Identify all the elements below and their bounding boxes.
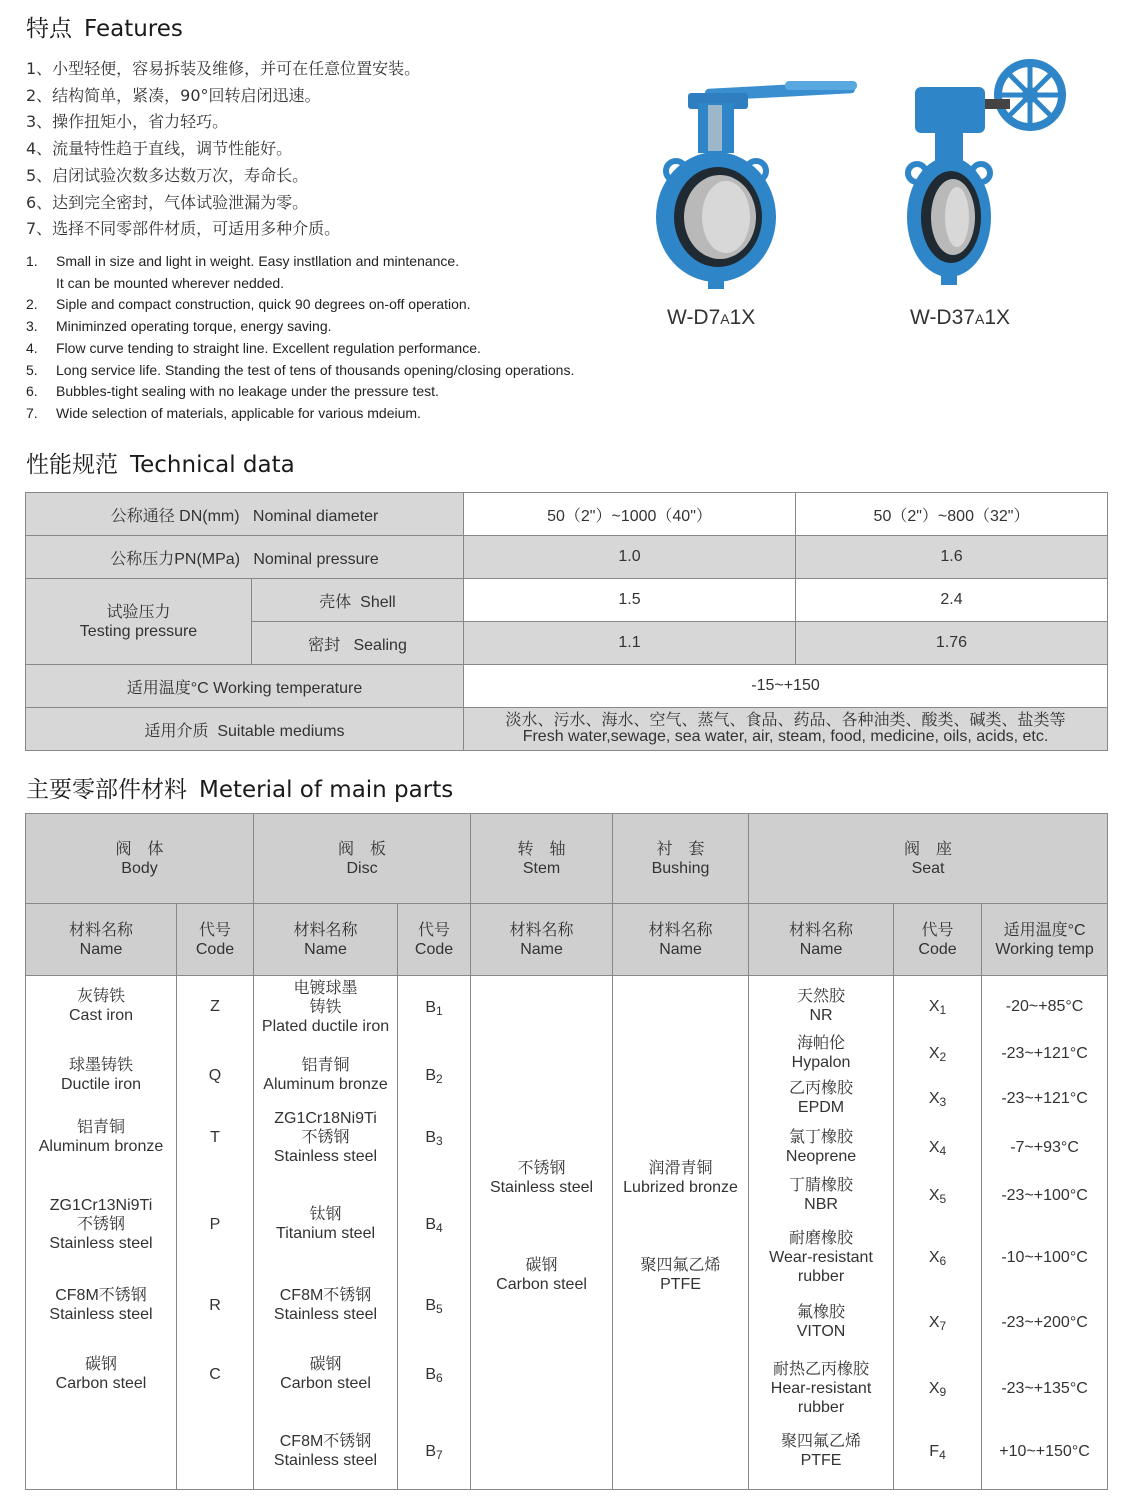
disc-material-item-text: 不锈钢 [301,1128,350,1146]
technical-data-table [25,492,1108,751]
stem-name-column [471,976,613,1490]
seat-name-column [749,976,894,1490]
name-subheader [749,904,894,976]
disc-material-item-text: Plated ductile iron [261,1017,390,1035]
subheader-en: Code [918,940,957,958]
seat-code-item-text: $X_6$ [928,1248,947,1268]
seat-temp-item-text: -23~+121°C [1001,1089,1088,1107]
seat-temp-item [982,1379,1107,1398]
seat-temp-item [982,1248,1107,1267]
testing-pressure-label [26,579,252,665]
table-row [26,814,1108,904]
body-material-item-text: Carbon steel [55,1375,147,1392]
seat-temp-item [982,1138,1107,1157]
header-en: Body [121,859,158,877]
seat-code-item [894,1313,981,1336]
header-cn: 阀 座 [904,840,953,858]
disc-name-column [254,976,398,1490]
model-label-gear [910,306,1010,330]
seat-material-item-text: Hypalon [791,1054,851,1071]
disc-material-item [254,1286,397,1324]
seat-material-item [749,1303,893,1341]
seat-code-item-text: $X_1$ [928,997,947,1017]
subheader-en: Name [659,940,702,958]
body-code-item [177,997,253,1016]
body-material-item [26,987,176,1025]
disc-material-item-text: Stainless steel [273,1306,378,1323]
code-subscript: 2 [436,1071,443,1086]
table-row [26,536,1108,579]
testing-pressure-label-en: Testing pressure [79,622,198,640]
seat-temp-item [982,1313,1107,1332]
body-name-column [26,976,177,1490]
seat-material-item-text: EPDM [797,1099,845,1116]
temp-subheader [982,904,1108,976]
disc-material-item-text: CF8M不锈钢 [279,1287,372,1304]
code-subscript: 4 [939,1447,946,1462]
seat-material-item-text: 耐磨橡胶 [789,1229,854,1247]
feature-cn-item: 4、流量特性趋于直线，调节性能好。 [26,139,293,159]
code-subscript: 6 [436,1370,443,1385]
feature-en-item [26,294,574,316]
disc-material-item-text: 钛钢 [309,1206,342,1223]
feature-en-item [26,403,574,425]
header-cn: 衬 套 [656,840,705,858]
disc-code-item-text: $B_4$ [425,1215,443,1235]
seat-material-item-text: 氟橡胶 [797,1304,846,1321]
feature-cn-item: 1、小型轻便，容易拆装及维修，并可在任意位置安装。 [26,59,421,78]
technical-heading [26,446,295,479]
header-cn: 阀 体 [115,840,164,858]
stem-material-item [471,1159,612,1197]
code-subheader [398,904,471,976]
bushing-material-item [613,1159,748,1197]
nominal-pressure-value: 1.6 [796,536,1108,579]
subheader-en: Code [414,940,454,958]
seat-temp-item [982,1044,1107,1063]
seat-material-item-text: 聚四氟乙烯 [781,1433,862,1450]
feature-en-text: Long service life. Standing the test of tens of thousands opening/closing operations. [56,361,575,378]
disc-code-item [398,1215,470,1238]
sealing-label: 密封 Sealing [252,622,464,665]
bushing-material-item [613,1256,748,1294]
disc-material-item [254,1109,397,1166]
body-code-item [177,1128,253,1147]
seat-material-item-text: PTFE [800,1452,842,1469]
seat-code-item-text: $X_5$ [928,1186,947,1206]
code-subscript: 4 [436,1220,443,1235]
disc-code-item-text: $B_6$ [425,1365,443,1385]
model-label-part: W-D7 [667,306,721,329]
seat-material-item [749,1229,893,1286]
table-row [26,708,1108,751]
seat-material-item-text: 氯丁橡胶 [789,1129,854,1146]
feature-en-text: Siple and compact construction, quick 90 degrees on-off operation. [56,296,471,313]
nominal-diameter-value: 50（2"）~1000（40"） [464,493,796,536]
body-code-column [177,976,254,1490]
materials-title-cn: 主要零部件材料 [26,777,187,803]
code-subscript: 6 [939,1253,947,1268]
subheader-cn: 代号 [921,921,954,939]
code-subscript: 5 [939,1191,947,1206]
code-subscript: 5 [436,1301,443,1316]
disc-code-item [398,1442,470,1465]
feature-en-num: 7. [26,404,38,421]
stem-material-item [471,1256,612,1294]
features-title-en: Features [84,16,183,42]
seat-code-item-text: $F_4$ [929,1442,946,1462]
seat-material-item-text: VITON [796,1323,846,1340]
subheader-en: Name [79,940,123,958]
body-code-item-text: T [210,1128,220,1146]
code-subscript: 1 [939,1002,947,1017]
feature-cn-item: 3、操作扭矩小，省力轻巧。 [26,112,229,132]
seat-temp-item-text: -10~+100°C [1001,1248,1088,1266]
features-heading [26,10,183,43]
subheader-en: Name [799,940,843,958]
body-code-item-text: Z [210,997,220,1015]
shell-value: 2.4 [796,579,1108,622]
body-material-item-text: Aluminum bronze [38,1138,164,1155]
seat-material-item-text: rubber [797,1267,845,1285]
stem-material-item-text: Carbon steel [496,1276,587,1293]
feature-en-text: Small in size and light in weight. Easy instllation and mintenance. [56,253,460,269]
table-row [26,904,1108,976]
seat-temp-item-text: -23~+121°C [1001,1044,1088,1062]
subheader-cn: 材料名称 [789,921,854,939]
body-material-item-text: Stainless steel [49,1234,153,1252]
bushing-material-item-text: 润滑青铜 [648,1160,713,1177]
nominal-diameter-value: 50（2"）~800（32"） [796,493,1108,536]
stem-material-item-text: Stainless steel [489,1179,594,1196]
model-label-part: 1X [984,306,1010,329]
features-title-cn: 特点 [26,16,72,42]
code-subscript: 7 [436,1447,443,1462]
body-header [26,814,254,904]
feature-cn-item: 7、选择不同零部件材质，可适用多种介质。 [26,219,341,239]
disc-code-item [398,998,470,1021]
seat-code-item [894,1089,981,1112]
seat-material-item [749,1128,893,1166]
materials-heading [26,771,453,804]
seat-material-item-text: 海帕伦 [797,1035,846,1052]
disc-material-item-text: 电镀球墨 [293,979,358,997]
seat-material-item-text: 乙丙橡胶 [789,1080,854,1097]
medium-value-en: Fresh water,sewage, sea water, air, steam, food, medicine, oils, acids, etc. [522,728,1049,745]
feature-en-item [26,338,574,360]
subheader-en: Working temp [995,940,1094,958]
body-material-item-text: ZG1Cr13Ni9Ti [49,1196,153,1214]
table-row [26,579,1108,622]
feature-en-continuation: It can be mounted wherever nedded. [56,274,285,291]
seat-temp-item-text: -23~+200°C [1001,1313,1088,1331]
medium-value [464,708,1108,751]
subheader-cn: 代号 [199,921,232,939]
subheader-cn: 材料名称 [68,921,133,939]
disc-material-item [254,1432,397,1470]
medium-value-cn: 淡水、污水、海水、空气、蒸气、食品、药品、各种油类、酸类、碱类、盐类等 [505,712,1066,729]
bushing-material-item-text: 聚四氟乙烯 [640,1257,721,1274]
features-en-list [26,251,574,425]
seat-material-item-text: Neoprene [785,1148,857,1165]
body-code-item [177,1215,253,1234]
seat-temp-item-text: -23~+135°C [1001,1379,1088,1397]
table-row [26,665,1108,708]
seat-material-item-text: NBR [804,1196,838,1213]
body-material-item-text: CF8M不锈钢 [55,1287,147,1304]
seat-material-item [749,1360,893,1417]
seat-material-item-text: NR [809,1007,833,1024]
disc-code-item-text: $B_7$ [425,1442,443,1462]
feature-en-text: Flow curve tending to straight line. Excellent regulation performance. [56,339,481,356]
code-subscript: 1 [436,1003,443,1018]
body-code-item [177,1365,253,1384]
code-subscript: 7 [939,1318,947,1333]
temperature-value: -15~+150 [464,665,1108,708]
name-subheader [254,904,398,976]
sealing-value: 1.1 [464,622,796,665]
seat-header [749,814,1108,904]
disc-code-item [398,1128,470,1151]
seat-material-item [749,1034,893,1072]
lever-butterfly-valve-image [650,75,870,295]
seat-code-item [894,997,981,1020]
disc-code-item-text: $B_5$ [425,1296,443,1316]
body-code-item [177,1296,253,1315]
feature-en-num: 5. [26,361,38,378]
gear-butterfly-valve-image [895,55,1075,295]
header-en: Disc [346,859,378,877]
seat-code-column [894,976,982,1490]
bushing-header [613,814,749,904]
seat-code-item-text: $X_3$ [928,1089,947,1109]
feature-en-item [26,360,574,382]
stem-material-item-text: 碳钢 [525,1257,558,1274]
seat-temp-item-text: -23~+100°C [1001,1186,1088,1204]
code-subscript: 2 [939,1049,947,1064]
disc-material-item-text: ZG1Cr18Ni9Ti [274,1109,377,1127]
body-material-item [26,1196,176,1253]
feature-en-item [26,251,574,273]
header-cn: 阀 板 [338,840,387,858]
body-material-item [26,1118,176,1156]
disc-material-item-text: CF8M不锈钢 [279,1433,372,1450]
sealing-value: 1.76 [796,622,1108,665]
disc-code-item [398,1296,470,1319]
seat-material-item [749,987,893,1025]
seat-code-item [894,1186,981,1209]
disc-material-item-text: Stainless steel [273,1147,378,1165]
body-code-item-text: R [209,1296,221,1314]
stem-header [471,814,613,904]
subheader-en: Name [520,940,563,958]
seat-material-item-text: 耐热乙丙橡胶 [773,1360,870,1378]
name-subheader [613,904,749,976]
disc-material-item [254,1056,397,1094]
subheader-cn: 代号 [418,921,451,939]
model-label-lever [667,306,755,330]
medium-label: 适用介质 Suitable mediums [26,708,464,751]
seat-material-item-text: Wear-resistant [769,1248,873,1266]
nominal-pressure-label: 公称压力PN(MPa) Nominal pressure [26,536,464,579]
body-material-item-text: Ductile iron [60,1076,142,1093]
body-material-item-text: 球墨铸铁 [68,1057,133,1074]
disc-material-item-text: 铝青铜 [301,1057,350,1074]
subheader-cn: 适用温度°C [1003,921,1086,939]
bushing-name-column [613,976,749,1490]
code-subscript: 3 [939,1094,947,1109]
feature-cn-item: 6、达到完全密封，气体试验泄漏为零。 [26,192,309,212]
nominal-pressure-value: 1.0 [464,536,796,579]
seat-temp-item-text: -7~+93°C [1010,1138,1079,1156]
body-material-item [26,1286,176,1324]
disc-material-item [254,979,397,1036]
seat-code-item-text: $X_9$ [928,1379,947,1399]
subheader-cn: 材料名称 [509,921,574,939]
seat-temp-item-text: +10~+150°C [999,1442,1090,1460]
seat-material-item-text: 天然胶 [797,988,846,1005]
feature-en-num: 2. [26,296,38,313]
stem-material-item-text: 不锈钢 [517,1160,566,1177]
header-en: Stem [522,859,561,877]
seat-temp-item [982,1089,1107,1108]
feature-en-item [26,316,574,338]
name-subheader [26,904,177,976]
seat-code-item [894,1379,981,1402]
body-material-item-text: 灰铸铁 [76,988,125,1005]
subheader-en: Name [304,940,347,958]
seat-temp-item [982,1442,1107,1461]
model-label-part: A [974,311,985,327]
name-subheader [471,904,613,976]
model-label-part: W-D37 [910,306,975,329]
body-material-item-text: 碳钢 [84,1356,117,1373]
seat-code-item [894,1044,981,1067]
disc-code-item-text: $B_1$ [425,998,443,1018]
feature-en-num: 4. [26,339,38,356]
code-subheader [894,904,982,976]
disc-code-column [398,976,471,1490]
disc-header [254,814,471,904]
seat-temp-item [982,997,1107,1016]
feature-en-num: 1. [26,253,38,269]
feature-en-item [26,381,574,403]
seat-material-item-text: 丁腈橡胶 [789,1177,854,1194]
feature-cn-item: 5、启闭试验次数多达数万次，寿命长。 [26,165,309,185]
materials-table [25,813,1108,1490]
disc-material-item-text: 铸铁 [309,998,342,1016]
code-subscript: 3 [436,1133,443,1148]
header-en: Bushing [651,859,710,877]
feature-en-num: 3. [26,318,38,335]
bushing-material-item-text: PTFE [660,1276,701,1293]
seat-code-item-text: $X_4$ [928,1138,947,1158]
body-material-item-text: Cast iron [68,1007,134,1024]
testing-pressure-label-cn: 试验压力 [106,603,171,621]
feature-en-text: Wide selection of materials, applicable for various mdeium. [56,404,421,421]
shell-label: 壳体 Shell [252,579,464,622]
body-material-item [26,1355,176,1393]
header-cn: 转 轴 [517,840,566,858]
bushing-material-item-text: Lubrized bronze [623,1179,738,1196]
seat-code-item [894,1248,981,1271]
code-subscript: 9 [939,1384,947,1399]
seat-code-item-text: $X_7$ [928,1313,947,1333]
subheader-en: Code [195,940,235,958]
disc-code-item [398,1365,470,1388]
feature-en-text: Miniminzed operating torque, energy saving. [56,318,332,335]
subheader-cn: 材料名称 [293,921,358,939]
seat-temp-column [982,976,1108,1490]
body-material-item-text: 铝青铜 [76,1119,125,1136]
body-material-item-text: 不锈钢 [76,1215,125,1233]
disc-code-item [398,1066,470,1089]
seat-code-item-text: $X_2$ [928,1044,947,1064]
materials-title-en: Meterial of main parts [199,777,454,803]
disc-code-item-text: $B_2$ [425,1066,443,1086]
technical-title-en: Technical data [130,452,295,478]
feature-en-text: Bubbles-tight sealing with no leakage under the pressure test. [56,383,439,400]
body-code-item-text: Q [208,1066,222,1084]
feature-en-num: 6. [26,383,38,400]
feature-cn-item: 2、结构简单，紧凑，90°回转启闭迅速。 [26,85,321,105]
seat-material-item-text: Hear-resistant [770,1379,872,1397]
seat-material-item [749,1079,893,1117]
seat-temp-item [982,1186,1107,1205]
shell-value: 1.5 [464,579,796,622]
table-row [26,976,1108,1490]
model-label-part: A [720,311,730,327]
model-label-part: 1X [729,306,756,329]
disc-material-item-text: 碳钢 [309,1356,342,1373]
body-code-item [177,1066,253,1085]
code-subheader [177,904,254,976]
seat-code-item [894,1138,981,1161]
disc-material-item [254,1205,397,1243]
nominal-diameter-label: 公称通径 DN(mm) Nominal diameter [26,493,464,536]
seat-material-item [749,1176,893,1214]
table-row [26,493,1108,536]
disc-material-item-text: Aluminum bronze [263,1076,388,1093]
body-material-item [26,1056,176,1094]
code-subscript: 4 [939,1143,947,1158]
seat-temp-item-text: -20~+85°C [1005,997,1084,1015]
subheader-cn: 材料名称 [648,921,713,939]
disc-material-item [254,1355,397,1393]
body-material-item-text: Stainless steel [49,1306,153,1323]
body-code-item-text: C [209,1365,221,1383]
disc-material-item-text: Carbon steel [280,1375,371,1392]
seat-material-item-text: rubber [797,1398,845,1416]
disc-material-item-text: Stainless steel [273,1452,378,1469]
technical-title-cn: 性能规范 [26,452,118,478]
features-cn-list [26,56,420,243]
disc-code-item-text: $B_3$ [425,1128,443,1148]
seat-material-item [749,1432,893,1470]
temperature-label: 适用温度°C Working temperature [26,665,464,708]
body-code-item-text: P [209,1215,221,1233]
header-en: Seat [911,859,945,877]
seat-code-item [894,1442,981,1465]
disc-material-item-text: Titanium steel [276,1225,376,1242]
